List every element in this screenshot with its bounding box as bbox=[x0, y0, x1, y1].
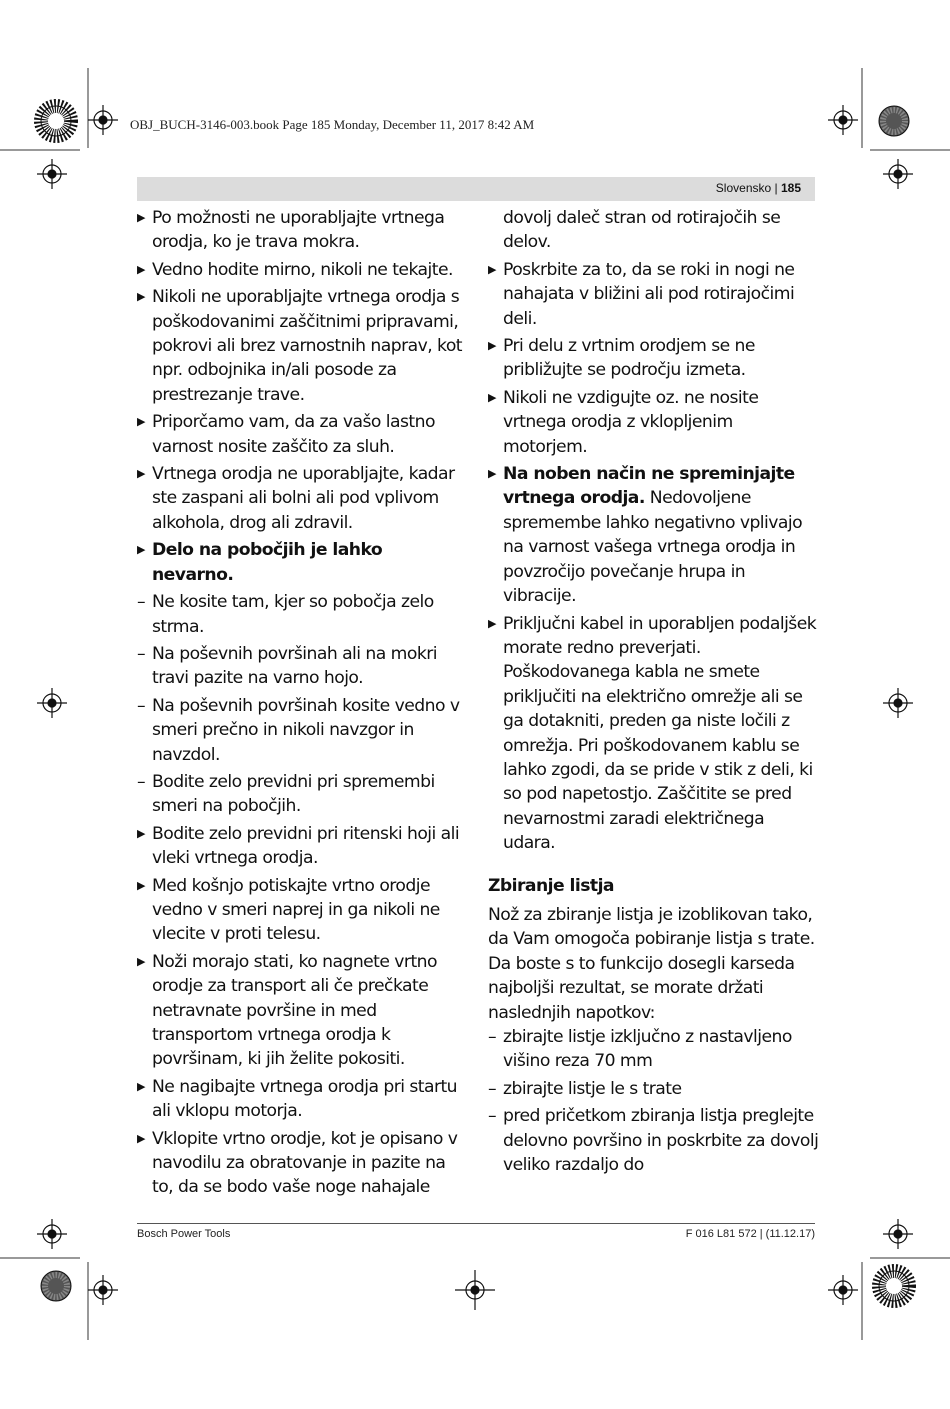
right-column bbox=[488, 206, 820, 1180]
list-item bbox=[137, 1075, 467, 1124]
item-text: Po možnosti ne uporabljajte vrtnega orodja, ko je trava mokra. bbox=[152, 208, 445, 253]
bullet-arrow-icon: ▶ bbox=[137, 878, 145, 892]
item-text: Bodite zelo previdni pri spremembi smeri na pobočjih. bbox=[152, 771, 435, 817]
list-item bbox=[137, 462, 467, 535]
item-text: Noži morajo stati, ko nagnete vrtno orodje za transport ali če prečkate netravnate površine in med transportom vrtnega orodja k površinam, ki jih želite pokositi. bbox=[152, 951, 437, 1070]
bullet-arrow-icon: ▶ bbox=[488, 616, 496, 630]
dash-marker: – bbox=[488, 1078, 497, 1099]
item-text: Vklopite vrtno orodje, kot je opisano v navodilu za obratovanje in pazite na to, da se bodo vaše noge nahajale bbox=[152, 1128, 458, 1198]
item-text: Med košnjo potiskajte vrtno orodje vedno v smeri naprej in ga nikoli ne vlecite v proti telesu. bbox=[152, 875, 440, 945]
list-item bbox=[137, 874, 467, 947]
bullet-arrow-icon: ▶ bbox=[488, 390, 496, 404]
item-bold-text: Na noben način ne spreminjajte vrtnega orodja. bbox=[503, 464, 795, 509]
item-text: Nikoli ne vzdigujte oz. ne nosite vrtnega orodja z vklopljenim motorjem. bbox=[503, 387, 759, 457]
section-intro: Nož za zbiranje listja je izoblikovan tako, da Vam omogoča pobiranje listja s trate. Da boste s to funkcijo dosegli karseda najboljši rezultat, se morate držati naslednjih napotkov: bbox=[488, 904, 815, 1023]
print-info: OBJ_BUCH-3146-003.book Page 185 Monday, December 11, 2017 8:42 AM bbox=[130, 117, 535, 132]
item-text: zbirajte listje izključno z nastavljeno višino reza 70 mm bbox=[503, 1027, 792, 1072]
list-item bbox=[137, 1127, 467, 1200]
item-text: Na poševnih površinah kosite vedno v smeri prečno in nikoli navzgor in navzdol. bbox=[152, 695, 460, 765]
list-item bbox=[137, 206, 467, 255]
section-title: Zbiranje listja bbox=[488, 875, 614, 896]
list-item bbox=[488, 462, 820, 608]
dash-item bbox=[488, 1077, 820, 1101]
footer-doc-number: F 016 L81 572 | (11.12.17) bbox=[685, 1228, 815, 1240]
bullet-arrow-icon: ▶ bbox=[137, 262, 145, 276]
item-text: Vedno hodite mirno, nikoli ne tekajte. bbox=[152, 259, 453, 280]
header-text bbox=[716, 181, 801, 195]
bullet-arrow-icon: ▶ bbox=[137, 954, 145, 968]
item-text: Vrtnega orodja ne uporabljajte, kadar ste zaspani ali bolni ali pod vplivom alkohola, drog ali zdravil. bbox=[152, 464, 455, 533]
dash-item bbox=[137, 770, 467, 819]
bullet-arrow-icon: ▶ bbox=[488, 467, 496, 481]
item-text: Ne nagibajte vrtnega orodja pri startu ali vklopu motorja. bbox=[152, 1076, 457, 1122]
list-item bbox=[488, 386, 820, 459]
bullet-arrow-icon: ▶ bbox=[488, 339, 496, 353]
list-item bbox=[137, 410, 467, 459]
continued-text bbox=[488, 206, 820, 255]
item-text: Poskrbite za to, da se roki in nogi ne nahajata v bližini ali pod rotirajočimi deli. bbox=[503, 259, 795, 329]
footer-divider bbox=[137, 1223, 815, 1224]
dash-item bbox=[137, 694, 467, 767]
bullet-arrow-icon: ▶ bbox=[137, 415, 145, 429]
item-text: Priključni kabel in uporabljen podaljšek morate redno preverjati. Poškodovanega kabla ne smete priključiti na električno omrežje ali se ga dotakniti, preden ga niste ločili z omrežja. Pri poškodovanem kablu se lahko zgodi, da se pride v stik z deli, ki so pod napetostjo. Zaščitite se pred nevarnostmi zaradi električnega udara. bbox=[503, 613, 817, 854]
list-item bbox=[488, 612, 820, 856]
page-header bbox=[137, 177, 815, 201]
list-item-warning bbox=[137, 538, 467, 587]
bullet-arrow-icon: ▶ bbox=[137, 211, 145, 224]
item-text: Nedovoljene spremembe lahko negativno vplivajo na varnost vašega vrtnega orodja in povzročijo povečanje hrupa in vibracije. bbox=[503, 488, 803, 607]
dash-marker: – bbox=[488, 1027, 497, 1047]
bullet-arrow-icon: ▶ bbox=[137, 1079, 145, 1093]
bullet-arrow-icon: ▶ bbox=[137, 543, 145, 557]
item-text: dovolj daleč stran od rotirajočih se delov. bbox=[503, 208, 781, 253]
bullet-arrow-icon: ▶ bbox=[137, 290, 145, 304]
list-item bbox=[488, 334, 820, 383]
footer-brand: Bosch Power Tools bbox=[137, 1228, 231, 1240]
item-text: Ne kosite tam, kjer so pobočja zelo strma. bbox=[152, 592, 434, 637]
list-item bbox=[137, 285, 467, 407]
item-text: Na poševnih površinah ali na mokri travi pazite na varno hojo. bbox=[152, 643, 437, 689]
item-text: Priporčamo vam, da za vašo lastno varnost nosite zaščito za sluh. bbox=[152, 412, 435, 457]
bullet-arrow-icon: ▶ bbox=[488, 262, 496, 276]
list-item bbox=[137, 950, 467, 1072]
bullet-arrow-icon: ▶ bbox=[137, 1131, 145, 1145]
item-text: Pri delu z vrtnim orodjem se ne približujte se področju izmeta. bbox=[503, 336, 755, 381]
page-number: 185 bbox=[780, 181, 801, 195]
bullet-arrow-icon: ▶ bbox=[137, 826, 145, 840]
dash-marker: – bbox=[137, 643, 146, 664]
header-separator: | bbox=[771, 181, 781, 195]
item-text: pred pričetkom zbiranja listja preglejte delovno površino in poskrbite za dovolj veliko razdaljo do bbox=[503, 1106, 819, 1176]
dash-marker: – bbox=[137, 592, 146, 613]
item-text: Nikoli ne uporabljajte vrtnega orodja s poškodovanimi zaščitnimi pripravami, pokrovi ali brez varnostnih naprav, kot npr. odbojnika in/ali posode za prestrezanje trave. bbox=[152, 287, 462, 405]
dash-item bbox=[488, 1025, 820, 1074]
item-text: zbirajte listje le s trate bbox=[503, 1078, 682, 1099]
header-language: Slovensko bbox=[715, 181, 772, 195]
dash-item bbox=[137, 590, 467, 639]
item-text: Delo na pobočjih je lahko nevarno. bbox=[152, 540, 383, 585]
bullet-arrow-icon: ▶ bbox=[137, 467, 145, 481]
dash-item bbox=[488, 1104, 820, 1177]
item-text: Bodite zelo previdni pri ritenski hoji ali vleki vrtnega orodja. bbox=[152, 823, 460, 869]
dash-item bbox=[137, 642, 467, 691]
left-column bbox=[137, 206, 467, 1203]
dash-marker: – bbox=[488, 1106, 497, 1127]
dash-marker: – bbox=[137, 771, 146, 792]
dash-marker: – bbox=[137, 695, 146, 716]
list-item bbox=[137, 822, 467, 871]
list-item bbox=[488, 258, 820, 331]
list-item bbox=[137, 258, 467, 282]
